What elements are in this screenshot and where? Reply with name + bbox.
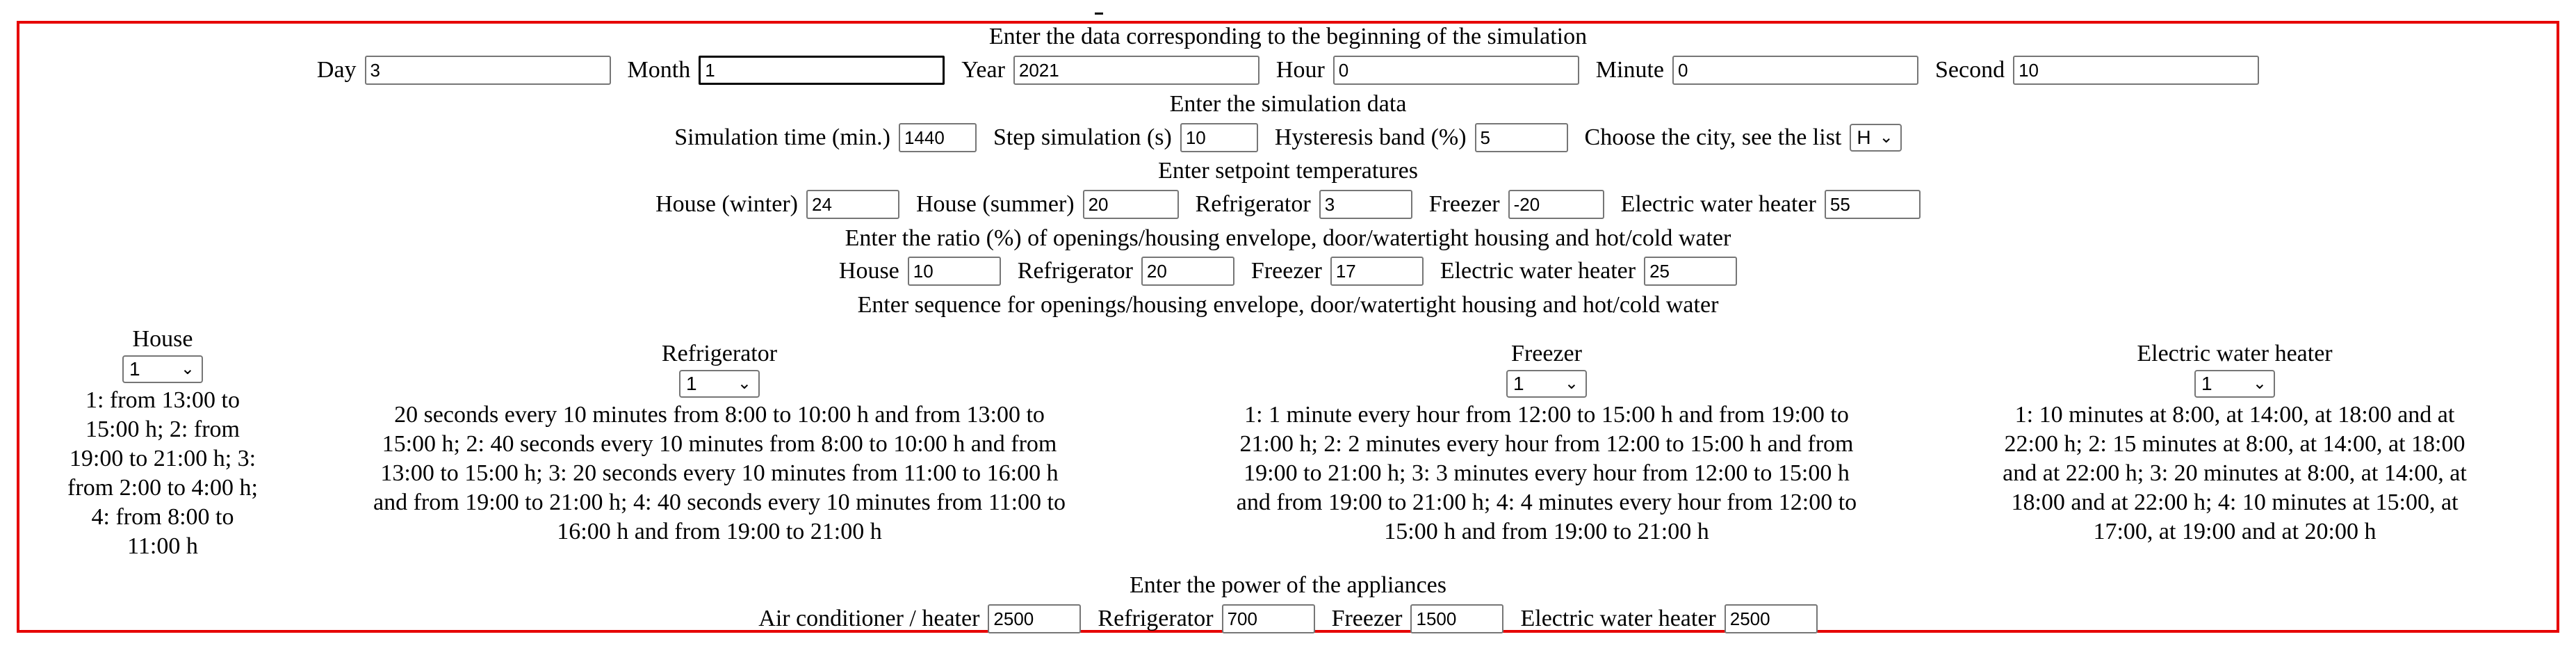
power-fridge-label: Refrigerator — [1098, 606, 1214, 631]
day-label: Day — [316, 57, 357, 83]
chevron-down-icon: ⌄ — [180, 359, 195, 378]
winter-label: House (winter) — [655, 191, 798, 217]
simulation-row — [0, 123, 2576, 152]
sequence-house — [24, 325, 302, 561]
sequence-freezer-select-value: 1 — [1513, 373, 1524, 394]
sequence-house-line: 15:00 h; 2: from — [85, 417, 240, 442]
power-ac-label: Air conditioner / heater — [758, 606, 980, 631]
heading-power: Enter the power of the appliances — [1130, 572, 1446, 598]
day-input[interactable] — [365, 56, 611, 85]
step-input[interactable] — [1180, 123, 1258, 152]
sequence-house-line: 4: from 8:00 to — [91, 504, 234, 530]
sequence-fridge-title: Refrigerator — [661, 341, 778, 366]
ratio-heater-label: Electric water heater — [1440, 258, 1636, 284]
second-input[interactable] — [2013, 56, 2259, 85]
setpoint-freezer-label: Freezer — [1428, 191, 1500, 217]
heading-sequence: Enter sequence for openings/housing envelope, door/watertight housing and hot/cold water — [857, 292, 1719, 318]
hysteresis-label: Hysteresis band (%) — [1274, 124, 1467, 150]
power-fridge-input[interactable] — [1222, 604, 1315, 633]
setpoint-freezer-input[interactable] — [1508, 190, 1604, 219]
minute-label: Minute — [1595, 57, 1664, 83]
sequence-heater-line: 17:00, at 19:00 and at 20:00 h — [2093, 519, 2377, 544]
sequence-fridge-select[interactable] — [679, 370, 760, 398]
city-select[interactable] — [1850, 124, 1901, 152]
ratio-fridge-label: Refrigerator — [1017, 258, 1133, 284]
city-select-value: H — [1857, 127, 1871, 148]
sequence-house-line: 11:00 h — [127, 533, 198, 559]
sequence-heater-title: Electric water heater — [2137, 341, 2333, 366]
sequence-fridge-select-value: 1 — [686, 373, 697, 394]
ratio-freezer-input[interactable] — [1330, 257, 1424, 286]
power-heater-label: Electric water heater — [1520, 606, 1716, 631]
ratio-house-label: House — [838, 258, 899, 284]
sequence-house-select-value: 1 — [129, 358, 140, 380]
sequence-freezer-line: 21:00 h; 2: 2 minutes every hour from 12:00 to 15:00 h and from — [1239, 431, 1854, 457]
sequence-house-line: from 2:00 to 4:00 h; — [67, 475, 258, 501]
heading-ratio: Enter the ratio (%) of openings/housing envelope, door/watertight housing and hot/cold water — [845, 225, 1731, 251]
year-input[interactable] — [1013, 56, 1260, 85]
setpoint-fridge-input[interactable] — [1319, 190, 1412, 219]
month-input[interactable] — [699, 56, 945, 85]
ratio-row — [0, 257, 2576, 286]
sequence-fridge-line: 16:00 h and from 19:00 to 21:00 h — [557, 519, 882, 544]
sequence-house-select[interactable] — [122, 355, 203, 383]
setpoint-fridge-label: Refrigerator — [1195, 191, 1311, 217]
sim-time-label: Simulation time (min.) — [674, 124, 890, 150]
hysteresis-input[interactable] — [1475, 123, 1568, 152]
sequence-freezer-line: 15:00 h and from 19:00 to 21:00 h — [1384, 519, 1709, 544]
winter-input[interactable] — [806, 190, 899, 219]
power-row — [0, 604, 2576, 633]
sequence-heater-line: and at 22:00 h; 3: 20 minutes at 8:00, at 14:00, at — [2003, 460, 2467, 486]
sequence-freezer-select[interactable] — [1506, 370, 1587, 398]
power-ac-input[interactable] — [988, 604, 1081, 633]
sequence-house-line: 1: from 13:00 to — [85, 387, 240, 413]
sequence-freezer-line: 1: 1 minute every hour from 12:00 to 15:00 h and from 19:00 to — [1244, 402, 1849, 428]
step-label: Step simulation (s) — [993, 124, 1172, 150]
sequence-freezer — [1161, 339, 1932, 547]
second-label: Second — [1935, 57, 2005, 83]
sequence-heater-line: 1: 10 minutes at 8:00, at 14:00, at 18:00 and at — [2014, 402, 2455, 428]
sequence-freezer-line: and from 19:00 to 21:00 h; 4: 4 minutes every hour from 12:00 to — [1236, 490, 1857, 515]
city-label: Choose the city, see the list — [1584, 124, 1842, 150]
sequence-fridge — [292, 339, 1147, 547]
summer-label: House (summer) — [916, 191, 1075, 217]
ratio-heater-input[interactable] — [1644, 257, 1737, 286]
setpoint-heater-label: Electric water heater — [1620, 191, 1816, 217]
sequence-heater-select-value: 1 — [2201, 373, 2212, 394]
sequence-heater — [1946, 339, 2523, 547]
chevron-down-icon: ⌄ — [2252, 374, 2267, 393]
sequence-freezer-line: 19:00 to 21:00 h; 3: 3 minutes every hour from 12:00 to 15:00 h — [1244, 460, 1850, 486]
hour-label: Hour — [1275, 57, 1325, 83]
chevron-down-icon: ⌄ — [737, 374, 751, 393]
summer-input[interactable] — [1083, 190, 1179, 219]
chevron-down-icon: ⌄ — [1879, 128, 1893, 147]
start-row — [0, 56, 2576, 85]
ratio-fridge-input[interactable] — [1141, 257, 1234, 286]
sequence-fridge-line: and from 19:00 to 21:00 h; 4: 40 seconds every 10 minutes from 11:00 to — [373, 490, 1066, 515]
ratio-house-input[interactable] — [908, 257, 1001, 286]
setpoint-heater-input[interactable] — [1825, 190, 1921, 219]
sequence-heater-line: 22:00 h; 2: 15 minutes at 8:00, at 14:00, at 18:00 — [2004, 431, 2465, 457]
minute-input[interactable] — [1672, 56, 1918, 85]
top-mark — [1095, 13, 1103, 15]
sequence-heater-select[interactable] — [2194, 370, 2275, 398]
sequence-house-title: House — [132, 326, 193, 352]
heading-setpoints: Enter setpoint temperatures — [1158, 158, 1418, 184]
sequence-fridge-line: 15:00 h; 2: 40 seconds every 10 minutes from 8:00 to 10:00 h and from — [382, 431, 1057, 457]
chevron-down-icon: ⌄ — [1564, 374, 1579, 393]
ratio-freezer-label: Freezer — [1250, 258, 1322, 284]
sequence-freezer-title: Freezer — [1511, 341, 1582, 366]
setpoints-row — [0, 190, 2576, 219]
sequence-fridge-line: 13:00 to 15:00 h; 3: 20 seconds every 10 minutes from 11:00 to 16:00 h — [380, 460, 1059, 486]
hour-input[interactable] — [1333, 56, 1579, 85]
year-label: Year — [961, 57, 1005, 83]
heading-start: Enter the data corresponding to the beginning of the simulation — [988, 24, 1588, 49]
heading-simulation: Enter the simulation data — [1169, 91, 1407, 117]
sim-time-input[interactable] — [899, 123, 977, 152]
sequence-fridge-line: 20 seconds every 10 minutes from 8:00 to 10:00 h and from 13:00 to — [394, 402, 1045, 428]
sequence-heater-line: 18:00 and at 22:00 h; 4: 10 minutes at 15:00, at — [2011, 490, 2459, 515]
sequence-house-line: 19:00 to 21:00 h; 3: — [69, 446, 256, 471]
power-freezer-input[interactable] — [1410, 604, 1503, 633]
power-heater-input[interactable] — [1725, 604, 1818, 633]
power-freezer-label: Freezer — [1331, 606, 1403, 631]
month-label: Month — [627, 57, 691, 83]
